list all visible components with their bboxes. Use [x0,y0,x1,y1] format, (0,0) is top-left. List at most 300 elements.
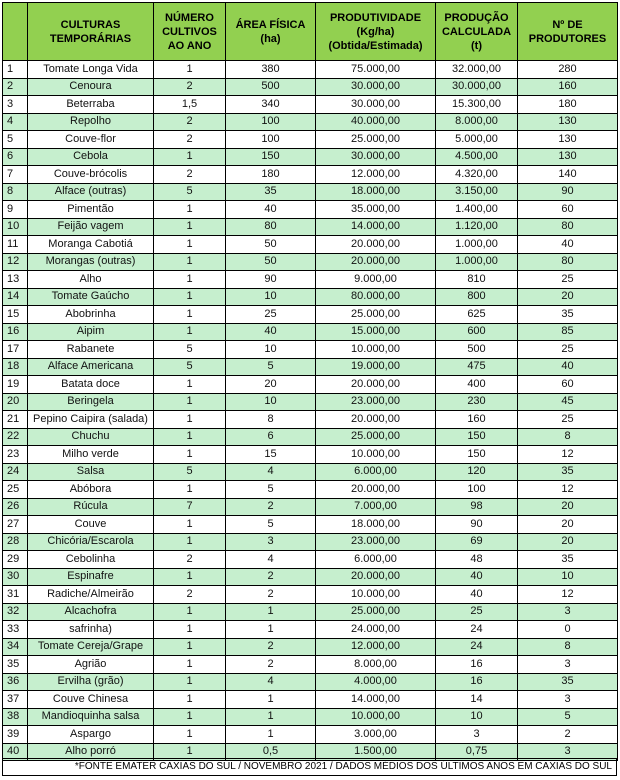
cultivations-per-year-cell: 1 [154,393,226,411]
producer-count-cell: 130 [518,113,618,131]
physical-area-cell: 2 [226,568,316,586]
cultivations-per-year-cell: 2 [154,586,226,604]
crop-name-cell: Cebola [28,148,154,166]
row-index-cell: 24 [3,463,28,481]
producer-count-cell: 90 [518,183,618,201]
producer-count-cell: 25 [518,341,618,359]
cultivations-per-year-cell: 1 [154,148,226,166]
calculated-production-cell: 150 [436,446,518,464]
physical-area-cell: 90 [226,271,316,289]
productivity-cell: 20.000,00 [316,481,436,499]
row-index-cell: 7 [3,166,28,184]
calculated-production-cell: 14 [436,691,518,709]
physical-area-cell: 0,5 [226,743,316,761]
row-index-cell: 33 [3,621,28,639]
table-row [3,323,618,341]
producer-count-cell: 140 [518,166,618,184]
crop-name-cell: Aipim [28,323,154,341]
productivity-cell: 23.000,00 [316,533,436,551]
crop-name-cell: Couve [28,516,154,534]
table-row [3,131,618,149]
physical-area-cell: 4 [226,673,316,691]
productivity-cell: 12.000,00 [316,638,436,656]
cultivations-per-year-cell: 1 [154,61,226,79]
row-index-cell: 40 [3,743,28,761]
row-index-cell: 38 [3,708,28,726]
calculated-production-cell: 40 [436,586,518,604]
cultivations-per-year-cell: 1 [154,376,226,394]
producer-count-cell: 180 [518,96,618,114]
producer-count-cell: 5 [518,708,618,726]
calculated-production-cell: 40 [436,568,518,586]
row-index-cell: 20 [3,393,28,411]
calculated-production-cell: 400 [436,376,518,394]
table-row [3,603,618,621]
producer-count-cell: 12 [518,446,618,464]
producer-count-cell: 40 [518,358,618,376]
producer-count-cell: 280 [518,61,618,79]
table-row [3,78,618,96]
productivity-cell: 19.000,00 [316,358,436,376]
row-index-cell: 21 [3,411,28,429]
calculated-production-cell: 16 [436,656,518,674]
physical-area-cell: 40 [226,323,316,341]
table-row [3,568,618,586]
header-produtores: Nº DE PRODUTORES [518,3,618,61]
crop-name-cell: Ervilha (grão) [28,673,154,691]
calculated-production-cell: 100 [436,481,518,499]
productivity-cell: 24.000,00 [316,621,436,639]
producer-count-cell: 3 [518,691,618,709]
producer-count-cell: 35 [518,306,618,324]
productivity-cell: 14.000,00 [316,691,436,709]
calculated-production-cell: 1.400,00 [436,201,518,219]
crop-name-cell: Tomate Cereja/Grape [28,638,154,656]
crop-name-cell: Salsa [28,463,154,481]
table-row [3,253,618,271]
table-row [3,201,618,219]
producer-count-cell: 25 [518,271,618,289]
calculated-production-cell: 800 [436,288,518,306]
productivity-cell: 30.000,00 [316,78,436,96]
crop-name-cell: Rúcula [28,498,154,516]
table-row [3,271,618,289]
table-header-row [3,3,618,61]
calculated-production-cell: 24 [436,621,518,639]
cultivations-per-year-cell: 2 [154,131,226,149]
productivity-cell: 6.000,00 [316,463,436,481]
crop-name-cell: Espinafre [28,568,154,586]
crop-name-cell: Morangas (outras) [28,253,154,271]
physical-area-cell: 4 [226,463,316,481]
crop-name-cell: Cebolinha [28,551,154,569]
table-row [3,481,618,499]
productivity-cell: 10.000,00 [316,446,436,464]
calculated-production-cell: 8.000,00 [436,113,518,131]
row-index-cell: 30 [3,568,28,586]
row-index-cell: 4 [3,113,28,131]
crop-name-cell: Cenoura [28,78,154,96]
producer-count-cell: 20 [518,498,618,516]
productivity-cell: 25.000,00 [316,428,436,446]
header-index [3,3,28,61]
table-row [3,306,618,324]
calculated-production-cell: 30.000,00 [436,78,518,96]
header-area: ÁREA FÍSICA (ha) [226,3,316,61]
physical-area-cell: 80 [226,218,316,236]
table-row [3,113,618,131]
producer-count-cell: 2 [518,726,618,744]
table-row [3,288,618,306]
table-row [3,708,618,726]
calculated-production-cell: 810 [436,271,518,289]
table-row [3,533,618,551]
productivity-cell: 6.000,00 [316,551,436,569]
table-row [3,166,618,184]
cultivations-per-year-cell: 1 [154,726,226,744]
calculated-production-cell: 16 [436,673,518,691]
producer-count-cell: 60 [518,201,618,219]
producer-count-cell: 35 [518,463,618,481]
producer-count-cell: 20 [518,533,618,551]
producer-count-cell: 130 [518,131,618,149]
productivity-cell: 10.000,00 [316,586,436,604]
row-index-cell: 5 [3,131,28,149]
calculated-production-cell: 4.500,00 [436,148,518,166]
producer-count-cell: 12 [518,586,618,604]
cultivations-per-year-cell: 1 [154,621,226,639]
row-index-cell: 1 [3,61,28,79]
row-index-cell: 22 [3,428,28,446]
productivity-cell: 1.500,00 [316,743,436,761]
physical-area-cell: 50 [226,253,316,271]
source-footnote: *FONTE EMATER CAXIAS DO SUL / NOVEMBRO 2021 / DADOS MÉDIOS DOS ÚLTIMOS ANOS EM CAXIAS DO SUL [2,758,617,776]
table-row [3,621,618,639]
calculated-production-cell: 5.000,00 [436,131,518,149]
cultivations-per-year-cell: 1 [154,218,226,236]
producer-count-cell: 35 [518,551,618,569]
cultivations-per-year-cell: 5 [154,463,226,481]
row-index-cell: 23 [3,446,28,464]
productivity-cell: 7.000,00 [316,498,436,516]
physical-area-cell: 15 [226,446,316,464]
cultivations-per-year-cell: 1 [154,201,226,219]
producer-count-cell: 130 [518,148,618,166]
crop-name-cell: Alface Americana [28,358,154,376]
crop-name-cell: Tomate Longa Vida [28,61,154,79]
productivity-cell: 20.000,00 [316,253,436,271]
calculated-production-cell: 1.000,00 [436,253,518,271]
physical-area-cell: 2 [226,586,316,604]
producer-count-cell: 20 [518,516,618,534]
table-row [3,463,618,481]
physical-area-cell: 1 [226,726,316,744]
productivity-cell: 12.000,00 [316,166,436,184]
crop-name-cell: Abóbora [28,481,154,499]
physical-area-cell: 500 [226,78,316,96]
cultivations-per-year-cell: 5 [154,341,226,359]
cultivations-per-year-cell: 1 [154,533,226,551]
physical-area-cell: 1 [226,603,316,621]
cultivations-per-year-cell: 2 [154,166,226,184]
productivity-cell: 18.000,00 [316,516,436,534]
cultivations-per-year-cell: 1 [154,323,226,341]
productivity-cell: 25.000,00 [316,131,436,149]
row-index-cell: 29 [3,551,28,569]
cultivations-per-year-cell: 1 [154,306,226,324]
productivity-cell: 18.000,00 [316,183,436,201]
table-row [3,376,618,394]
physical-area-cell: 10 [226,393,316,411]
cultivations-per-year-cell: 1 [154,446,226,464]
calculated-production-cell: 3 [436,726,518,744]
cultivations-per-year-cell: 1 [154,288,226,306]
table-row [3,393,618,411]
productivity-cell: 25.000,00 [316,603,436,621]
row-index-cell: 37 [3,691,28,709]
cultivations-per-year-cell: 1,5 [154,96,226,114]
crop-name-cell: Feijão vagem [28,218,154,236]
crop-name-cell: safrinha) [28,621,154,639]
calculated-production-cell: 3.150,00 [436,183,518,201]
physical-area-cell: 25 [226,306,316,324]
table-row [3,638,618,656]
cultivations-per-year-cell: 5 [154,358,226,376]
calculated-production-cell: 24 [436,638,518,656]
table-body [3,61,618,761]
row-index-cell: 34 [3,638,28,656]
header-cultivos: NÚMERO CULTIVOS AO ANO [154,3,226,61]
productivity-cell: 20.000,00 [316,411,436,429]
producer-count-cell: 80 [518,218,618,236]
crop-name-cell: Aspargo [28,726,154,744]
physical-area-cell: 2 [226,498,316,516]
row-index-cell: 39 [3,726,28,744]
physical-area-cell: 1 [226,708,316,726]
row-index-cell: 17 [3,341,28,359]
calculated-production-cell: 0,75 [436,743,518,761]
table-row [3,726,618,744]
crop-name-cell: Alho [28,271,154,289]
calculated-production-cell: 90 [436,516,518,534]
crop-name-cell: Abobrinha [28,306,154,324]
producer-count-cell: 45 [518,393,618,411]
producer-count-cell: 35 [518,673,618,691]
crop-name-cell: Beringela [28,393,154,411]
table-row [3,656,618,674]
crop-name-cell: Alho porró [28,743,154,761]
calculated-production-cell: 600 [436,323,518,341]
calculated-production-cell: 120 [436,463,518,481]
producer-count-cell: 60 [518,376,618,394]
cultivations-per-year-cell: 2 [154,113,226,131]
physical-area-cell: 5 [226,481,316,499]
producer-count-cell: 25 [518,411,618,429]
physical-area-cell: 340 [226,96,316,114]
crop-name-cell: Alface (outras) [28,183,154,201]
cultivations-per-year-cell: 1 [154,236,226,254]
crops-table-container [2,2,617,761]
producer-count-cell: 3 [518,656,618,674]
producer-count-cell: 20 [518,288,618,306]
header-producao: PRODUÇÃO CALCULADA (t) [436,3,518,61]
cultivations-per-year-cell: 1 [154,253,226,271]
crop-name-cell: Pimentão [28,201,154,219]
physical-area-cell: 180 [226,166,316,184]
crop-name-cell: Couve-flor [28,131,154,149]
calculated-production-cell: 32.000,00 [436,61,518,79]
crop-name-cell: Repolho [28,113,154,131]
productivity-cell: 9.000,00 [316,271,436,289]
productivity-cell: 3.000,00 [316,726,436,744]
producer-count-cell: 3 [518,603,618,621]
productivity-cell: 20.000,00 [316,376,436,394]
row-index-cell: 14 [3,288,28,306]
productivity-cell: 20.000,00 [316,568,436,586]
physical-area-cell: 4 [226,551,316,569]
calculated-production-cell: 98 [436,498,518,516]
cultivations-per-year-cell: 1 [154,673,226,691]
row-index-cell: 31 [3,586,28,604]
row-index-cell: 8 [3,183,28,201]
physical-area-cell: 150 [226,148,316,166]
cultivations-per-year-cell: 1 [154,428,226,446]
crop-name-cell: Rabanete [28,341,154,359]
cultivations-per-year-cell: 1 [154,481,226,499]
cultivations-per-year-cell: 1 [154,708,226,726]
table-row [3,516,618,534]
producer-count-cell: 0 [518,621,618,639]
row-index-cell: 2 [3,78,28,96]
crop-name-cell: Agrião [28,656,154,674]
row-index-cell: 36 [3,673,28,691]
producer-count-cell: 80 [518,253,618,271]
productivity-cell: 30.000,00 [316,148,436,166]
cultivations-per-year-cell: 1 [154,638,226,656]
physical-area-cell: 8 [226,411,316,429]
productivity-cell: 4.000,00 [316,673,436,691]
table-row [3,411,618,429]
cultivations-per-year-cell: 1 [154,656,226,674]
row-index-cell: 26 [3,498,28,516]
table-row [3,358,618,376]
productivity-cell: 25.000,00 [316,306,436,324]
cultivations-per-year-cell: 1 [154,516,226,534]
table-row [3,691,618,709]
productivity-cell: 23.000,00 [316,393,436,411]
productivity-cell: 30.000,00 [316,96,436,114]
producer-count-cell: 8 [518,428,618,446]
table-row [3,96,618,114]
productivity-cell: 35.000,00 [316,201,436,219]
physical-area-cell: 100 [226,113,316,131]
productivity-cell: 80.000,00 [316,288,436,306]
producer-count-cell: 160 [518,78,618,96]
productivity-cell: 75.000,00 [316,61,436,79]
crop-name-cell: Moranga Cabotiá [28,236,154,254]
table-row [3,148,618,166]
crop-name-cell: Chuchu [28,428,154,446]
producer-count-cell: 40 [518,236,618,254]
crop-name-cell: Tomate Gaúcho [28,288,154,306]
physical-area-cell: 2 [226,656,316,674]
calculated-production-cell: 25 [436,603,518,621]
table-row [3,61,618,79]
calculated-production-cell: 15.300,00 [436,96,518,114]
physical-area-cell: 10 [226,288,316,306]
cultivations-per-year-cell: 1 [154,603,226,621]
header-produtividade: PRODUTIVIDADE (Kg/ha) (Obtida/Estimada) [316,3,436,61]
producer-count-cell: 12 [518,481,618,499]
crop-name-cell: Radiche/Almeirão [28,586,154,604]
physical-area-cell: 100 [226,131,316,149]
calculated-production-cell: 230 [436,393,518,411]
physical-area-cell: 5 [226,358,316,376]
table-row [3,673,618,691]
row-index-cell: 35 [3,656,28,674]
physical-area-cell: 6 [226,428,316,446]
productivity-cell: 14.000,00 [316,218,436,236]
crop-name-cell: Mandioquinha salsa [28,708,154,726]
table-row [3,551,618,569]
table-row [3,446,618,464]
productivity-cell: 15.000,00 [316,323,436,341]
row-index-cell: 18 [3,358,28,376]
productivity-cell: 40.000,00 [316,113,436,131]
physical-area-cell: 50 [226,236,316,254]
calculated-production-cell: 160 [436,411,518,429]
table-row [3,341,618,359]
row-index-cell: 13 [3,271,28,289]
crop-name-cell: Beterraba [28,96,154,114]
crop-name-cell: Batata doce [28,376,154,394]
calculated-production-cell: 1.000,00 [436,236,518,254]
productivity-cell: 8.000,00 [316,656,436,674]
table-row [3,236,618,254]
physical-area-cell: 10 [226,341,316,359]
crop-name-cell: Couve-brócolis [28,166,154,184]
physical-area-cell: 1 [226,621,316,639]
row-index-cell: 32 [3,603,28,621]
row-index-cell: 19 [3,376,28,394]
producer-count-cell: 3 [518,743,618,761]
cultivations-per-year-cell: 1 [154,271,226,289]
cultivations-per-year-cell: 1 [154,691,226,709]
calculated-production-cell: 4.320,00 [436,166,518,184]
physical-area-cell: 1 [226,691,316,709]
table-row [3,498,618,516]
table-row [3,183,618,201]
calculated-production-cell: 500 [436,341,518,359]
row-index-cell: 3 [3,96,28,114]
row-index-cell: 12 [3,253,28,271]
producer-count-cell: 10 [518,568,618,586]
row-index-cell: 9 [3,201,28,219]
row-index-cell: 15 [3,306,28,324]
cultivations-per-year-cell: 1 [154,743,226,761]
productivity-cell: 10.000,00 [316,341,436,359]
crops-table [2,2,618,761]
row-index-cell: 16 [3,323,28,341]
calculated-production-cell: 1.120,00 [436,218,518,236]
cultivations-per-year-cell: 2 [154,78,226,96]
calculated-production-cell: 69 [436,533,518,551]
cultivations-per-year-cell: 7 [154,498,226,516]
crop-name-cell: Chicória/Escarola [28,533,154,551]
physical-area-cell: 3 [226,533,316,551]
calculated-production-cell: 150 [436,428,518,446]
cultivations-per-year-cell: 5 [154,183,226,201]
